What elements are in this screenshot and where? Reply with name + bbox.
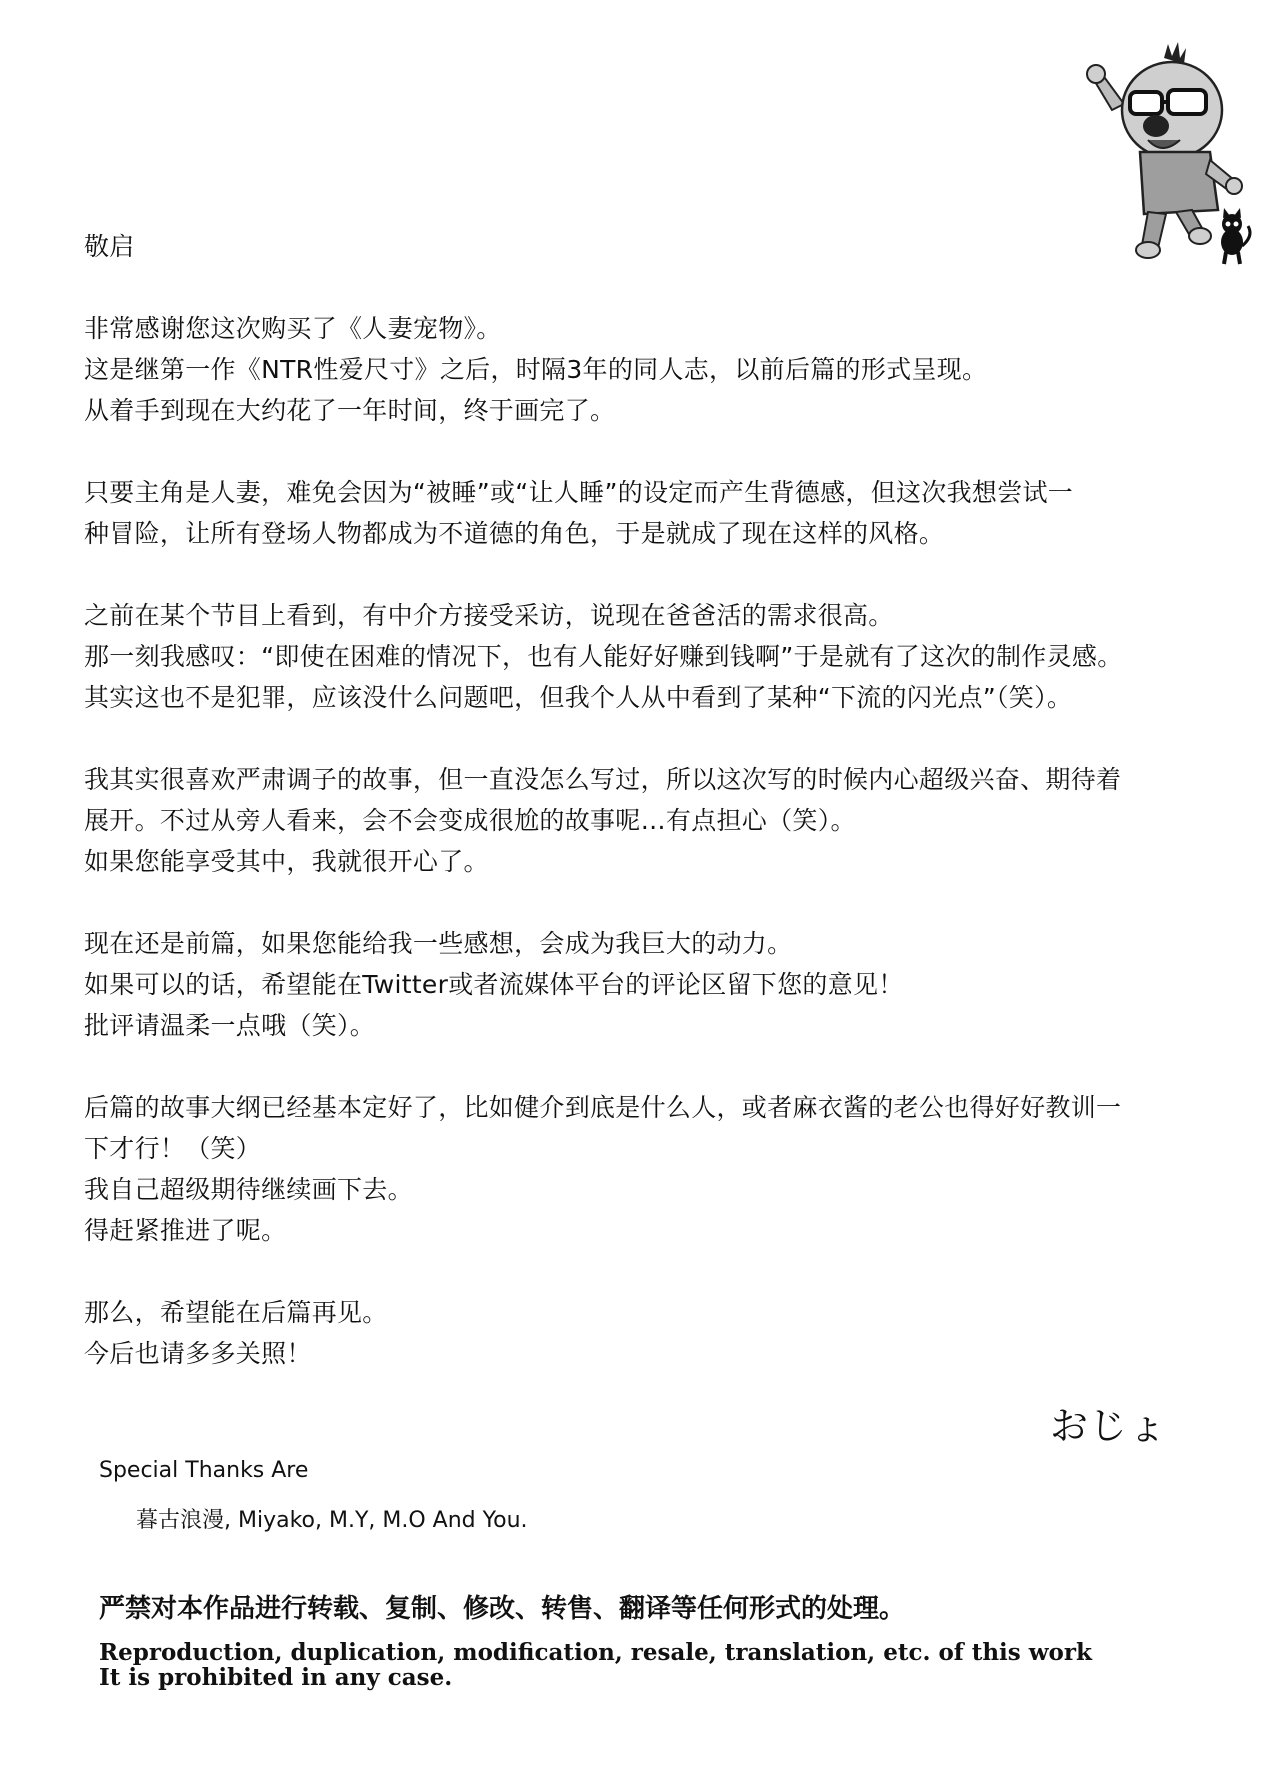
letter-line: 如果可以的话，希望能在Twitter或者流媒体平台的评论区留下您的意见！: [84, 970, 904, 999]
letter-line: 今后也请多多关照！: [84, 1339, 312, 1368]
letter-line: 后篇的故事大纲已经基本定好了，比如健介到底是什么人，或者麻衣酱的老公也得好好教训一: [84, 1093, 1122, 1122]
letter-line: 种冒险，让所有登场人物都成为不道德的角色，于是就成了现在这样的风格。: [84, 519, 945, 548]
cat-icon: [1221, 208, 1250, 264]
letter-paragraph: [84, 472, 1184, 554]
letter-line: 展开。不过从旁人看来，会不会变成很尬的故事呢…有点担心（笑）。: [84, 806, 856, 835]
letter-line: 只要主角是人妻，难免会因为“被睡”或“让人睡”的设定而产生背德感，但这次我想尝试一: [84, 478, 1074, 507]
letter-paragraph: [84, 595, 1184, 718]
letter-line: 之前在某个节目上看到，有中介方接受采访，说现在爸爸活的需求很高。: [84, 601, 894, 630]
letter-line: 这是继第一作《NTR性爱尺寸》之后，时隔3年的同人志，以前后篇的形式呈现。: [84, 355, 988, 384]
special-thanks-names: 暮古浪漫, Miyako, M.Y, M.O And You.: [136, 1508, 528, 1533]
letter-line: 我自己超级期待继续画下去。: [84, 1175, 413, 1204]
letter-line: 从着手到现在大约花了一年时间，终于画完了。: [84, 396, 616, 425]
letter-line: 得赶紧推进了呢。: [84, 1216, 287, 1245]
prohibition-notice-zh: 严禁对本作品进行转载、复制、修改、转售、翻译等任何形式的处理。: [99, 1594, 906, 1624]
letter-line: 非常感谢您这次购买了《人妻宠物》。: [84, 314, 502, 343]
letter-paragraph: [84, 1087, 1184, 1251]
letter-line: 我其实很喜欢严肃调子的故事，但一直没怎么写过，所以这次写的时候内心超级兴奋、期待着: [84, 765, 1122, 794]
author-signature: おじょ: [1050, 1404, 1168, 1448]
greeting-text: 敬启: [84, 232, 135, 261]
letter-body: [84, 226, 1184, 1415]
letter-line: 批评请温柔一点哦（笑）。: [84, 1011, 376, 1040]
letter-paragraph: [84, 923, 1184, 1046]
letter-line: 下才行！（笑）: [84, 1134, 262, 1163]
prohibition-notice-en: [99, 1640, 1092, 1690]
letter-line: 那一刻我感叹：“即使在困难的情况下，也有人能好好赚到钱啊”于是就有了这次的制作灵感。: [84, 642, 1123, 671]
prohibition-notice-en-line: Reproduction, duplication, modification, resale, translation, etc. of this work: [99, 1639, 1092, 1666]
letter-greeting: [84, 226, 1184, 267]
prohibition-notice-en-line: It is prohibited in any case.: [99, 1664, 453, 1691]
special-thanks-title: Special Thanks Are: [99, 1458, 309, 1483]
letter-line: 如果您能享受其中，我就很开心了。: [84, 847, 489, 876]
letter-paragraph: [84, 308, 1184, 431]
letter-paragraph: [84, 1292, 1184, 1374]
letter-paragraph: [84, 759, 1184, 882]
letter-line: 其实这也不是犯罪，应该没什么问题吧，但我个人从中看到了某种“下流的闪光点”（笑）。: [84, 683, 1073, 712]
letter-line: 现在还是前篇，如果您能给我一些感想，会成为我巨大的动力。: [84, 929, 793, 958]
letter-line: 那么，希望能在后篇再见。: [84, 1298, 388, 1327]
